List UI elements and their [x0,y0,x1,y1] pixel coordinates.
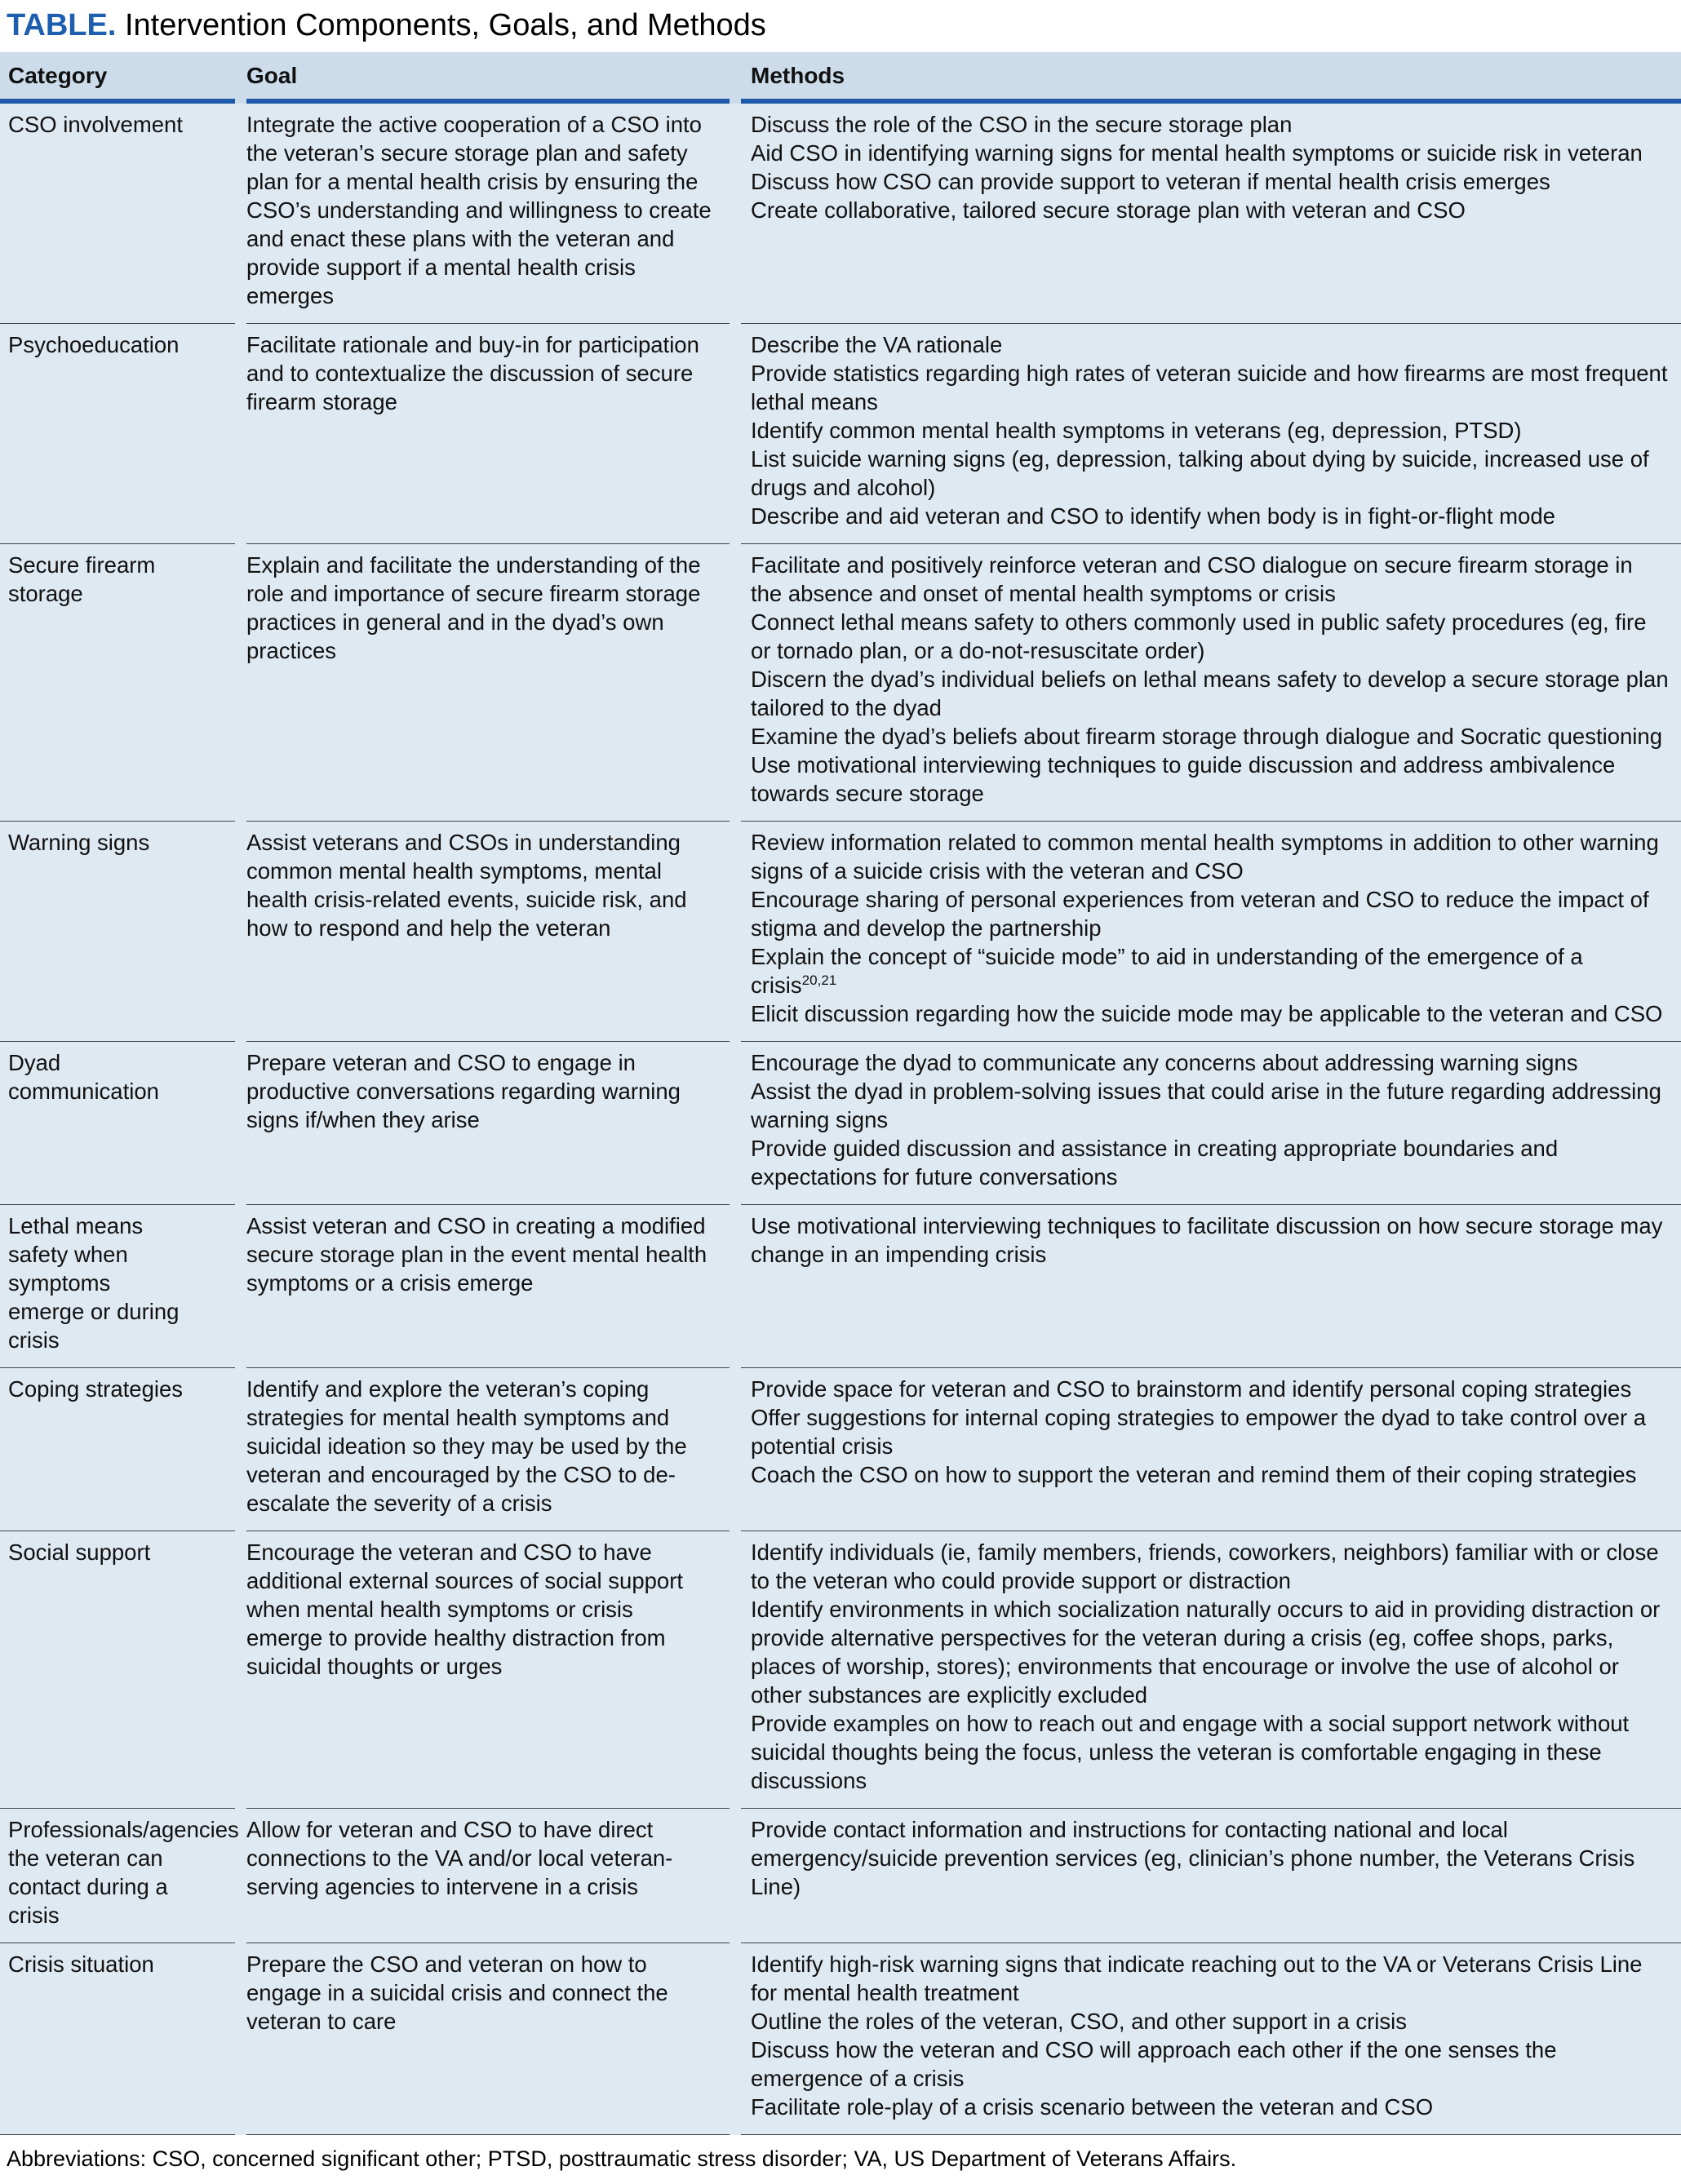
table-row [0,104,1681,324]
table-row [0,1531,1681,1809]
goal-cell: Facilitate rationale and buy-in for participation and to contextualize the discussion of secure firearm storage [246,324,730,544]
category-cell: Coping strategies [0,1368,235,1531]
goal-cell: Explain and facilitate the understanding of the role and importance of secure firearm storage practices in general and in the dyad’s own practices [246,544,730,822]
methods-cell [741,1943,1681,2135]
table-title-tag: TABLE. [7,8,117,42]
goal-cell: Prepare veteran and CSO to engage in productive conversations regarding warning signs if/when they arise [246,1042,730,1205]
column-gap [730,1368,741,1531]
table-row [0,1943,1681,2135]
column-gap [235,324,246,544]
method-item: Identify environments in which socialization naturally occurs to aid in providing distraction or provide alternative perspectives for the veteran during a crisis (eg, coffee shops, parks, places of worship, stores); environments that encourage or involve the use of alcohol or other substances are explicitly excluded [751,1597,1661,1708]
method-item: Explain the concept of “suicide mode” to aid in understanding of the emergence of a crisis$^{20,21}$ [751,944,1583,998]
method-item: Provide contact information and instructions for contacting national and local emergency/suicide prevention services (eg, clinician’s phone number, the Veterans Crisis Line) [751,1817,1635,1899]
column-header-methods: Methods [741,52,1681,104]
header-row [0,52,1681,104]
category-cell: Warning signs [0,822,235,1042]
table-row [0,1368,1681,1531]
column-gap [235,544,246,822]
category-cell: Psychoeducation [0,324,235,544]
column-header-goal: Goal [246,52,730,104]
method-item: Discuss how the veteran and CSO will approach each other if the one senses the emergence of a crisis [751,2037,1557,2091]
column-gap [730,1042,741,1205]
method-item: Encourage sharing of personal experiences from veteran and CSO to reduce the impact of stigma and develop the partnership [751,887,1649,941]
column-gap [730,1531,741,1809]
column-gap [235,1042,246,1205]
goal-cell: Allow for veteran and CSO to have direct connections to the VA and/or local veteran-serving agencies to intervene in a crisis [246,1809,730,1943]
method-item: Identify common mental health symptoms in veterans (eg, depression, PTSD) [751,418,1522,443]
methods-cell [741,104,1681,324]
method-item: Use motivational interviewing techniques to facilitate discussion on how secure storage may change in an impending crisis [751,1213,1663,1267]
column-gap [730,324,741,544]
table-row [0,544,1681,822]
method-item: Use motivational interviewing techniques to guide discussion and address ambivalence towards secure storage [751,752,1616,806]
method-item: Provide guided discussion and assistance in creating appropriate boundaries and expectations for future conversations [751,1136,1559,1189]
category-cell: Crisis situation [0,1943,235,2135]
method-item: Connect lethal means safety to others commonly used in public safety procedures (eg, fire or tornado plan, or a do-not-resuscitate order) [751,609,1647,663]
method-item: Coach the CSO on how to support the veteran and remind them of their coping strategies [751,1462,1637,1487]
goal-cell: Prepare the CSO and veteran on how to engage in a suicidal crisis and connect the veteran to care [246,1943,730,2135]
column-header-category: Category [0,52,235,104]
intervention-table [0,52,1681,2135]
column-gap [730,822,741,1042]
method-item: Describe and aid veteran and CSO to identify when body is in fight-or-flight mode [751,503,1555,529]
column-gap [730,1205,741,1368]
method-item: Facilitate and positively reinforce veteran and CSO dialogue on secure firearm storage in the absence and onset of mental health symptoms or crisis [751,552,1633,606]
table-title [0,0,1681,52]
goal-cell: Assist veterans and CSOs in understanding common mental health symptoms, mental health crisis-related events, suicide risk, and how to respond and help the veteran [246,822,730,1042]
category-cell: Social support [0,1531,235,1809]
table-header [0,52,1681,104]
method-item: Provide examples on how to reach out and engage with a social support network without suicidal thoughts being the focus, unless the veteran is comfortable engaging in these discussions [751,1711,1630,1793]
methods-cell [741,1042,1681,1205]
method-item: Facilitate role-play of a crisis scenario between the veteran and CSO [751,2094,1434,2120]
method-item: List suicide warning signs (eg, depression, talking about dying by suicide, increased use of drugs and alcohol) [751,446,1649,500]
method-item: Provide space for veteran and CSO to brainstorm and identify personal coping strategies [751,1376,1632,1402]
category-cell: Dyad communication [0,1042,235,1205]
table-row [0,1809,1681,1943]
method-item: Discuss the role of the CSO in the secure storage plan [751,112,1293,137]
category-cell: Lethal means safety when symptoms emerge or during crisis [0,1205,235,1368]
table-row [0,324,1681,544]
column-gap [235,1531,246,1809]
method-item: Outline the roles of the veteran, CSO, and other support in a crisis [751,2009,1408,2034]
goal-cell: Encourage the veteran and CSO to have additional external sources of social support when mental health symptoms or crisis emerge to provide healthy distraction from suicidal thoughts or urges [246,1531,730,1809]
category-cell: CSO involvement [0,104,235,324]
column-gap [235,1943,246,2135]
column-gap [235,52,246,104]
abbreviations-footnote: Abbreviations: CSO, concerned significant other; PTSD, posttraumatic stress disorder; VA, US Department of Veterans Affairs. [0,2135,1681,2184]
column-gap [730,104,741,324]
methods-cell [741,544,1681,822]
methods-cell [741,1531,1681,1809]
column-gap [235,1205,246,1368]
method-item: Identify individuals (ie, family members, friends, coworkers, neighbors) familiar with or close to the veteran who could provide support or distraction [751,1539,1659,1593]
category-cell: Secure firearm storage [0,544,235,822]
column-gap [730,1809,741,1943]
table-title-text: Intervention Components, Goals, and Methods [124,8,766,42]
methods-cell [741,1809,1681,1943]
goal-cell: Identify and explore the veteran’s coping strategies for mental health symptoms and suicidal ideation so they may be used by the veteran and encouraged by the CSO to de-escalate the severity of a crisis [246,1368,730,1531]
column-gap [235,1368,246,1531]
method-item: Encourage the dyad to communicate any concerns about addressing warning signs [751,1050,1578,1075]
method-item: Create collaborative, tailored secure storage plan with veteran and CSO [751,197,1466,223]
table-row [0,822,1681,1042]
reference-superscript: 20,21 [801,972,837,988]
column-gap [235,822,246,1042]
table-row [0,1042,1681,1205]
column-gap [235,104,246,324]
method-item: Describe the VA rationale [751,332,1003,357]
category-cell: Professionals/agencies the veteran can contact during a crisis [0,1809,235,1943]
method-item: Identify high-risk warning signs that indicate reaching out to the VA or Veterans Crisis Line for mental health treatment [751,1951,1643,2005]
method-item: Discern the dyad’s individual beliefs on lethal means safety to develop a secure storage plan tailored to the dyad [751,667,1669,720]
method-item: Assist the dyad in problem-solving issues that could arise in the future regarding addressing warning signs [751,1079,1661,1132]
method-item: Elicit discussion regarding how the suicide mode may be applicable to the veteran and CSO [751,1001,1663,1026]
column-gap [730,544,741,822]
column-gap [730,1943,741,2135]
method-item: Offer suggestions for internal coping strategies to empower the dyad to take control over a potential crisis [751,1405,1647,1459]
methods-cell [741,822,1681,1042]
method-item: Review information related to common mental health symptoms in addition to other warning signs of a suicide crisis with the veteran and CSO [751,830,1659,884]
goal-cell: Assist veteran and CSO in creating a modified secure storage plan in the event mental health symptoms or a crisis emerge [246,1205,730,1368]
methods-cell [741,1205,1681,1368]
table-body [0,104,1681,2135]
method-item: Provide statistics regarding high rates of veteran suicide and how firearms are most frequent lethal means [751,361,1668,414]
goal-cell: Integrate the active cooperation of a CSO into the veteran’s secure storage plan and safety plan for a mental health crisis by ensuring the CSO’s understanding and willingness to create and enact these plans with the veteran and provide support if a mental health crisis emerges [246,104,730,324]
column-gap [730,52,741,104]
methods-cell [741,1368,1681,1531]
methods-cell [741,324,1681,544]
method-item: Examine the dyad’s beliefs about firearm storage through dialogue and Socratic questioning [751,724,1662,749]
table-row [0,1205,1681,1368]
method-item: Discuss how CSO can provide support to veteran if mental health crisis emerges [751,169,1550,194]
method-item: Aid CSO in identifying warning signs for mental health symptoms or suicide risk in veteran [751,140,1643,166]
